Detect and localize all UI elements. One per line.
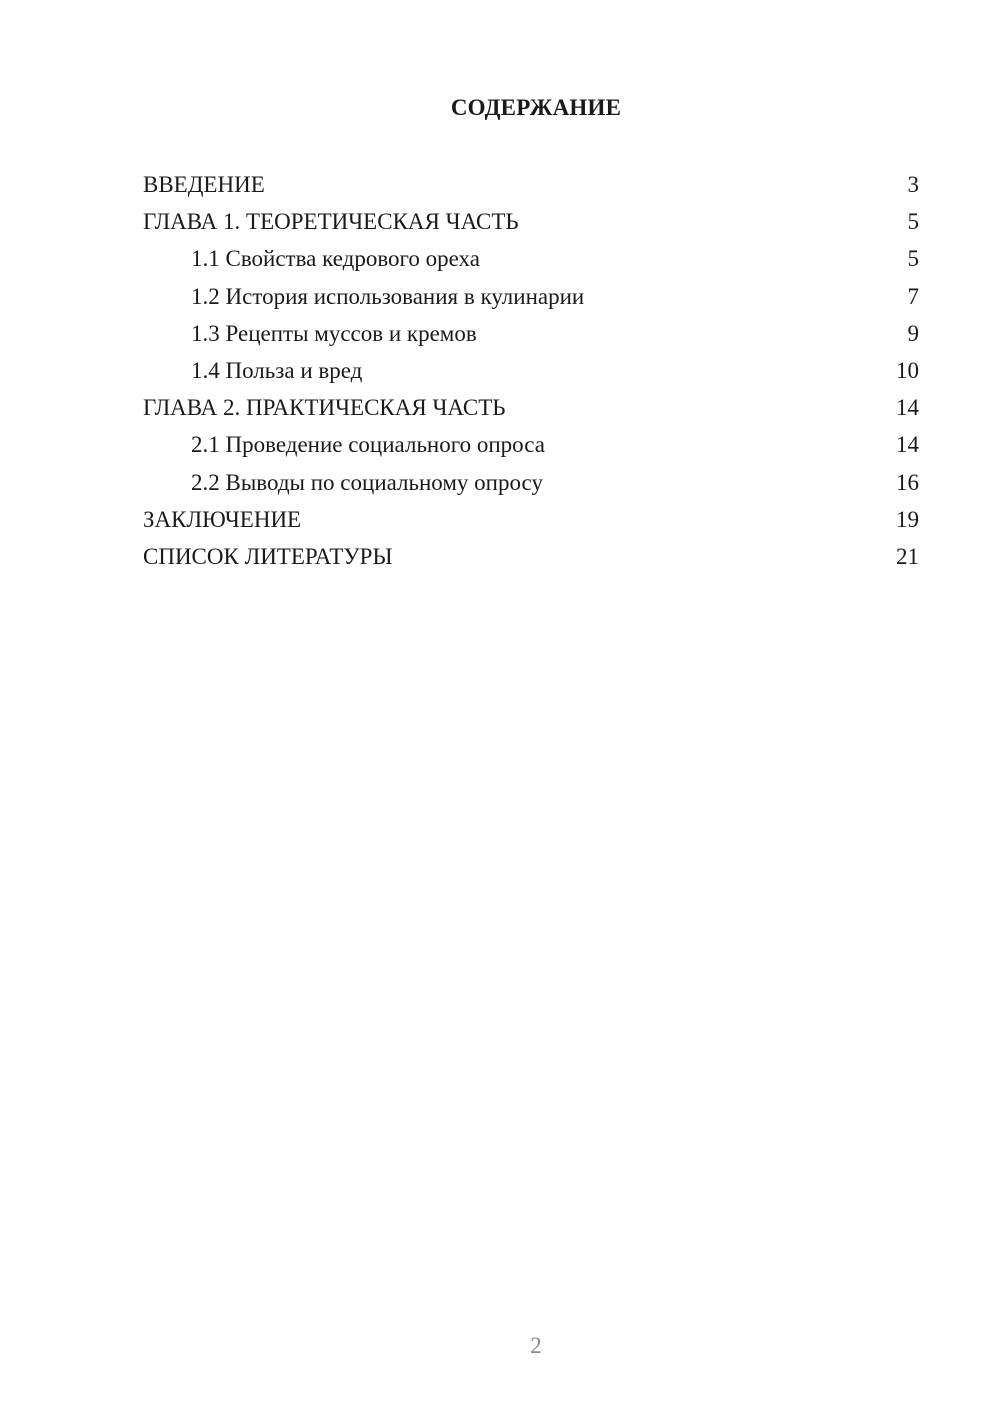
toc-heading: СОДЕРЖАНИЕ [450, 95, 622, 120]
toc-entry-page: 5 [907, 209, 919, 235]
toc-entry-label: 2.2 Выводы по социальному опросу [191, 469, 543, 495]
toc-entry-page: 9 [907, 320, 919, 346]
toc-entry-bibliography [143, 538, 919, 575]
toc-entry-label: 1.4 Польза и вред [191, 357, 363, 383]
toc-entry-section-1-3 [143, 315, 919, 352]
toc-entry-section-2-1 [143, 426, 919, 463]
toc-entry-label: 1.3 Рецепты муссов и кремов [191, 320, 477, 346]
toc-entry-page: 10 [896, 357, 919, 383]
toc-entry-section-1-1 [143, 240, 919, 277]
toc-entry-page: 14 [896, 432, 919, 458]
toc-entry-page: 5 [907, 246, 919, 272]
toc-entry-page: 3 [907, 172, 919, 197]
toc-entry-page: 21 [896, 543, 919, 569]
toc-entry-chapter-1 [143, 203, 919, 240]
table-of-contents [143, 166, 919, 575]
toc-entry-label: 1.1 Свойства кедрового ореха [191, 246, 480, 272]
toc-entry-section-1-2 [143, 278, 919, 315]
toc-entry-label: 1.2 История использования в кулинарии [191, 283, 585, 309]
toc-entry-label: СПИСОК ЛИТЕРАТУРЫ [143, 543, 393, 569]
toc-entry-label: 2.1 Проведение социального опроса [191, 432, 545, 458]
toc-entry-label: ГЛАВА 2. ПРАКТИЧЕСКАЯ ЧАСТЬ [143, 395, 506, 421]
toc-entry-page: 14 [896, 395, 919, 421]
toc-entry-label: ВВЕДЕНИЕ [143, 172, 265, 197]
toc-entry-conclusion [143, 501, 919, 538]
toc-entry-page: 7 [907, 283, 919, 309]
toc-entry-label: ЗАКЛЮЧЕНИЕ [143, 506, 302, 532]
toc-entry-label: ГЛАВА 1. ТЕОРЕТИЧЕСКАЯ ЧАСТЬ [143, 209, 519, 235]
toc-entry-introduction [143, 166, 919, 203]
toc-entry-chapter-2 [143, 389, 919, 426]
page-number: 2 [530, 1333, 542, 1358]
toc-entry-section-1-4 [143, 352, 919, 389]
toc-entry-page: 19 [896, 506, 919, 532]
toc-entry-page: 16 [896, 469, 919, 495]
toc-entry-section-2-2 [143, 464, 919, 501]
